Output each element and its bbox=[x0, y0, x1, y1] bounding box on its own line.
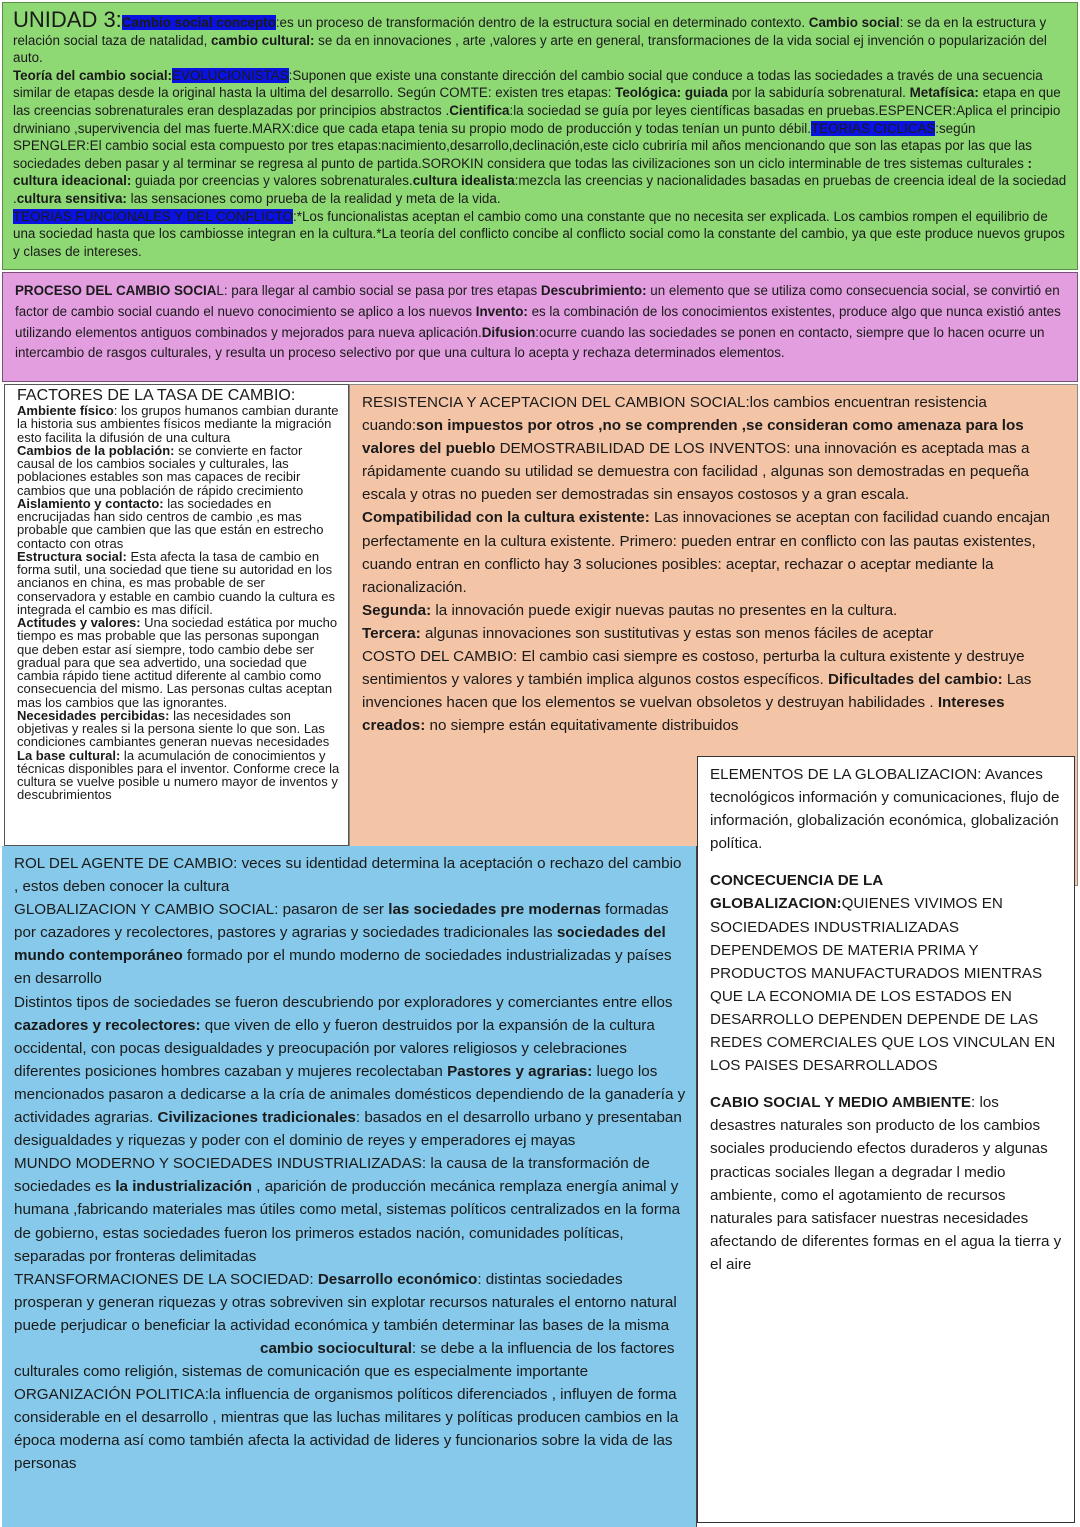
term: Desarrollo económico bbox=[317, 1270, 478, 1288]
text: algunas innovaciones son sustitutivas y estas son menos fáciles de aceptar bbox=[420, 624, 934, 642]
term: cultura idealista bbox=[412, 173, 515, 189]
paragraph bbox=[710, 869, 1062, 1077]
term: Civilizaciones tradicionales bbox=[157, 1109, 356, 1127]
term: Cientifica bbox=[449, 102, 510, 118]
highlight-ciclicas: TEORIAS CICLICAS bbox=[811, 120, 936, 136]
term: CABIO SOCIAL Y MEDIO AMBIENTE bbox=[710, 1094, 972, 1112]
unit-heading: UNIDAD 3: bbox=[13, 7, 122, 32]
text: se da en innovaciones , arte ,valores y arte en general, transformaciones de la vida social ej invención o popularización del auto. bbox=[13, 32, 1047, 66]
text: Una sociedad estática por mucho tiempo es mas probable que las personas supongan que deben estar así siempre, todo cambio debe ser gradual para que sea advertido, una sociedad que cambia rápido tiene actitud diferente al cambio como consecuencia del mismo. Las personas cultas aceptan mas los cambios que las ignorantes. bbox=[17, 615, 338, 710]
term: Dificultades del cambio: bbox=[827, 671, 1003, 689]
text: QUIENES VIVIMOS EN SOCIEDADES INDUSTRIALIZADAS DEPENDEMOS DE MATERIA PRIMA Y PRODUCTOS MANUFACTURADOS MIENTRAS QUE LA ECONOMIA DE LOS ESTADOS EN DESARROLLO DEPENDEN DEPENDE DE LAS REDES COMERCIALES QUE LOS VINCULAN EN LOS PAISES DESARROLLADOS bbox=[710, 895, 1056, 1075]
paragraph bbox=[14, 898, 686, 990]
text: DEMOSTRABILIDAD DE LOS INVENTOS: una innovación es aceptada mas a rápidamente cuando su utilidad se demuestra con facilidad , algunas son demostradas en pequeña escala y otras no pueden ser demostradas sin ensayos costosos y a gran escala. bbox=[362, 440, 1030, 504]
term: Teológica: guiada bbox=[615, 85, 728, 101]
text: la acumulación de conocimientos y técnicas disponibles para el inventor. Conforme crece la cultura se vuelve posible u numero mayor de inventos y descubrimientos bbox=[17, 747, 340, 803]
text: por la sabiduría sobrenatural. bbox=[728, 85, 910, 101]
term: Teoría del cambio social: bbox=[13, 67, 173, 83]
text: se convierte en factor causal de los cambios sociales y culturales, las poblaciones estables son mas capaces de recibir cambios que una población de rápido crecimiento bbox=[17, 442, 304, 498]
text: RESISTENCIA Y ACEPTACION DEL CAMBION SOCIAL:los cambios encuentran resistencia cuando: bbox=[362, 394, 987, 435]
text: guiada por creencias y valores sobrenaturales. bbox=[131, 173, 413, 189]
text: : los grupos humanos cambian durante la historia sus ambientes físicos mediante la migración esto facilita la difusión de una cultura bbox=[17, 403, 339, 445]
section-globalizacion bbox=[2, 846, 697, 1527]
text: luego los mencionados pasaron a dedicarse a la cría de animales domésticos dependiendo de la ganadería y actividades agrarias. bbox=[14, 1062, 686, 1127]
section-title: FACTORES DE LA TASA DE CAMBIO: bbox=[17, 387, 296, 404]
text: :mezcla las creencias y nacionalidades basadas en pruebas de creencia ideal de la sociedad . bbox=[13, 173, 1067, 206]
term: Ambiente físico bbox=[17, 403, 114, 418]
term: cambio sociocultural bbox=[260, 1339, 412, 1357]
term: Estructura social: bbox=[17, 548, 127, 564]
term: Metafísica: bbox=[909, 85, 979, 101]
text: , aparición de producción mecánica remplaza energía animal y humana ,fabricando materiales mas útiles como metal, sistemas políticos centralizados en la forma de gobierno, estas sociedades fueron los primeros estados nación, comunidades políticas, separadas por fronteras delimitadas bbox=[14, 1178, 681, 1265]
term: Difusion bbox=[481, 324, 536, 340]
term: cazadores y recolectores: bbox=[14, 1016, 201, 1034]
text: :*Los funcionalistas aceptan el cambio como una constante que no necesita ser explicada. Los cambios rompen el equilibrio de una sociedad hasta que los cambiosse integran en la cultura.*La teoría del conflicto concibe al conflicto social como la constante del cambio, ya que este produce nuevos grupos y clases de intereses. bbox=[13, 208, 1065, 259]
section-factores bbox=[4, 384, 349, 846]
highlight-evolucionistas: EVOLUCIONISTAS bbox=[172, 67, 289, 83]
term: son impuestos por otros ,no se comprenden ,se consideran como amenaza para los valores del pueblo bbox=[362, 417, 1024, 458]
text: MUNDO MODERNO Y SOCIEDADES INDUSTRIALIZADAS: la causa de la transformación de sociedades es bbox=[14, 1155, 650, 1196]
text: no siempre están equitativamente distribuidos bbox=[425, 717, 739, 735]
text: las sensaciones como prueba de la realidad y meta de la vida. bbox=[126, 190, 501, 206]
term: sociedades del mundo contemporáneo bbox=[14, 924, 666, 965]
term: Intereses creados: bbox=[362, 694, 1005, 735]
term: Tercera: bbox=[362, 624, 421, 642]
term: Segunda: bbox=[362, 601, 432, 619]
term: cultura sensitiva: bbox=[16, 190, 127, 206]
text: : se da en la estructura y relación social taza de natalidad, bbox=[13, 15, 1047, 48]
text: TRANSFORMACIONES DE LA SOCIEDAD: bbox=[14, 1270, 318, 1288]
term: Cambio social bbox=[808, 15, 900, 30]
section-proceso-cambio bbox=[2, 272, 1078, 382]
text: : los desastres naturales son producto de los cambios sociales produciendo efectos duraderos y algunas practicas sociales llegan a degradar l medio ambiente, como el agotamiento de recursos naturales para satisfacer nuestras necesidades afectando de diferentes formas en el agua la tierra y el aire bbox=[710, 1094, 1062, 1273]
term: Aislamiento y contacto: bbox=[17, 495, 164, 511]
text: :es un proceso de transformación dentro de la estructura social en determinado contexto. bbox=[275, 15, 809, 30]
text: las necesidades son objetivas y reales si la persona siente lo que son. Las condiciones cambiantes generan nuevas necesidades bbox=[17, 707, 330, 750]
section-cambio-social bbox=[2, 2, 1078, 270]
term: las sociedades pre modernas bbox=[388, 901, 601, 919]
text: : se debe a la influencia de los factores culturales como religión, sistemas de comunicación que es especialmente importante bbox=[14, 1339, 675, 1381]
paragraph: ROL DEL AGENTE DE CAMBIO: veces su identidad determina la aceptación o rechazo del cambio , estos deben conocer la cultura bbox=[14, 855, 682, 896]
term: la industrialización bbox=[115, 1178, 253, 1196]
text: :Suponen que existe una constante dirección del cambio social que conduce a todas las sociedades a través de una secuencia similar de etapas desde la original hasta la ultima del desarrollo. Según COMTE: existen tres etapas: bbox=[13, 67, 1043, 101]
text: L: para llegar al cambio social se pasa por tres etapas bbox=[216, 283, 541, 298]
text: es la combinación de los conocimientos existentes, produce algo que nunca existió antes utilizando elementos antiguos combinados y mejorados para nueva aplicación. bbox=[15, 303, 1061, 340]
text: : basados en el desarrollo urbano y presentaban desigualdades y riquezas y poder con el dominio de reyes y emperadores ej mayas bbox=[14, 1109, 682, 1150]
paragraph bbox=[14, 991, 686, 1153]
text: :según SPENGLER:El cambio social esta compuesto por tres etapas:nacimiento,desarrollo,declinación,este ciclo cubriría mil años mencionando que son las etapas por las que las sociedades deben pasar y al terminar se regresa al punto de partida.SOROKIN considera que todas las civilizaciones son un ciclo interminable de tres sistemas culturales bbox=[13, 120, 1032, 171]
text: :ocurre cuando las sociedades se ponen en contacto, siempre que lo hacen ocurre un intercambio de rasgos culturales, y resulta un proceso selectivo por que una cultura lo acepta y rechaza determinados elementos. bbox=[15, 324, 1045, 361]
text: Las invenciones hacen que los elementos se vuelvan obsoletos y destruyan habilidades . bbox=[362, 671, 1032, 712]
term: Descubrimiento: bbox=[540, 283, 647, 298]
text: formado por el mundo moderno de sociedades industrializadas y países en desarrollo bbox=[14, 947, 672, 988]
text: COSTO DEL CAMBIO: El cambio casi siempre es costoso, perturba la cultura existente y destruye sentimientos y valores y también implica algunos costos específicos. bbox=[362, 648, 1025, 689]
term: Necesidades percibidas: bbox=[17, 707, 170, 723]
text: las sociedades en encrucijadas han sido centros de cambio ,es mas probable que cambien que las que están en estrecho contacto con otras bbox=[17, 495, 324, 551]
term: Cambios de la población: bbox=[17, 442, 175, 458]
highlight-concepto: Cambio social concepto bbox=[121, 15, 276, 30]
text: GLOBALIZACION Y CAMBIO SOCIAL: pasaron de ser bbox=[14, 901, 389, 919]
highlight-funcionales: TEORIAS FUNCIONALES Y DEL CONFLICTO bbox=[13, 208, 294, 224]
text: : distintas sociedades prosperan y generan riquezas y otras sobreviven sin explotar recursos naturales el entorno natural puede perjudicar o beneficiar la actividad económica y también determinar las bases de la misma bbox=[14, 1270, 677, 1334]
paragraph: ELEMENTOS DE LA GLOBALIZACION: Avances tecnológicos información y comunicaciones, flujo de información, globalización económica, globalización política. bbox=[710, 766, 1060, 853]
term: Compatibilidad con la cultura existente: bbox=[362, 509, 650, 527]
text: :la sociedad se guía por leyes científicas basadas en pruebas.ESPENCER:Aplica el principio drwiniano ,supervivencia del mas fuerte.MARX:dice que cada etapa tenia su propio modo de producción y todas tenían un punto débil. bbox=[13, 102, 1061, 136]
text: un elemento que se utiliza como consecuencia social, se convirtió en factor de cambio social cuando el nuevo conocimiento se aplico a los nuevos bbox=[15, 283, 1060, 319]
text: la innovación puede exigir nuevas pautas no presentes en la cultura. bbox=[431, 601, 898, 619]
term: Invento: bbox=[475, 303, 528, 319]
term: Actitudes y valores: bbox=[17, 615, 141, 630]
term: cambio cultural: bbox=[211, 32, 315, 48]
section-elementos-globalizacion bbox=[697, 756, 1075, 1523]
paragraph: ORGANIZACIÓN POLITICA:la influencia de organismos políticos diferenciados , influyen de forma considerable en el desarrollo , mientras que las luchas militares y políticas producen cambios en la época moderna así como también afecta la actividad de lideres y funcionarios sobre la vida de las personas bbox=[14, 1386, 679, 1473]
section-title: PROCESO DEL CAMBIO SOCIA bbox=[15, 283, 217, 298]
term: CONCECUENCIA DE LA GLOBALIZACION: bbox=[710, 872, 883, 913]
paragraph bbox=[14, 1152, 686, 1267]
term: Pastores y agrarias: bbox=[447, 1062, 593, 1080]
text: Esta afecta la tasa de cambio en forma sutil, una sociedad que tiene su autoridad en los ancianos en china, es mas probable de ser conservadora y estable en cambio cuando la cultura es integrada el cambio es mas difícil. bbox=[17, 548, 335, 617]
term: : cultura ideacional: bbox=[13, 155, 1032, 189]
term: La base cultural: bbox=[17, 747, 121, 763]
text: Distintos tipos de sociedades se fueron descubriendo por exploradores y comerciantes entre ellos bbox=[14, 993, 673, 1011]
text: Las innovaciones se aceptan con facilidad cuando encajan perfectamente en la cultura existente. Primero: pueden entrar en conflicto con las pautas existentes, cuando entran en conflicto hay 3 soluciones posibles: aceptar, rechazar o aceptar mediante la racionalización. bbox=[362, 509, 1051, 596]
text: formadas por cazadores y recolectores, pastores y agrarias y sociedades tradicionales las bbox=[14, 901, 669, 942]
paragraph bbox=[14, 1268, 686, 1383]
text: etapa en que las creencias sobrenaturales eran desplazadas por principios abstractos . bbox=[13, 85, 1061, 118]
text: que viven de ello y fueron destruidos por la expansión de la cultura occidental, con pocas desigualdades y preocupación por valores religiosos y celebraciones diferentes posiciones hombres cazaban y mujeres recolectaban bbox=[14, 1016, 655, 1080]
paragraph bbox=[710, 1091, 1062, 1276]
